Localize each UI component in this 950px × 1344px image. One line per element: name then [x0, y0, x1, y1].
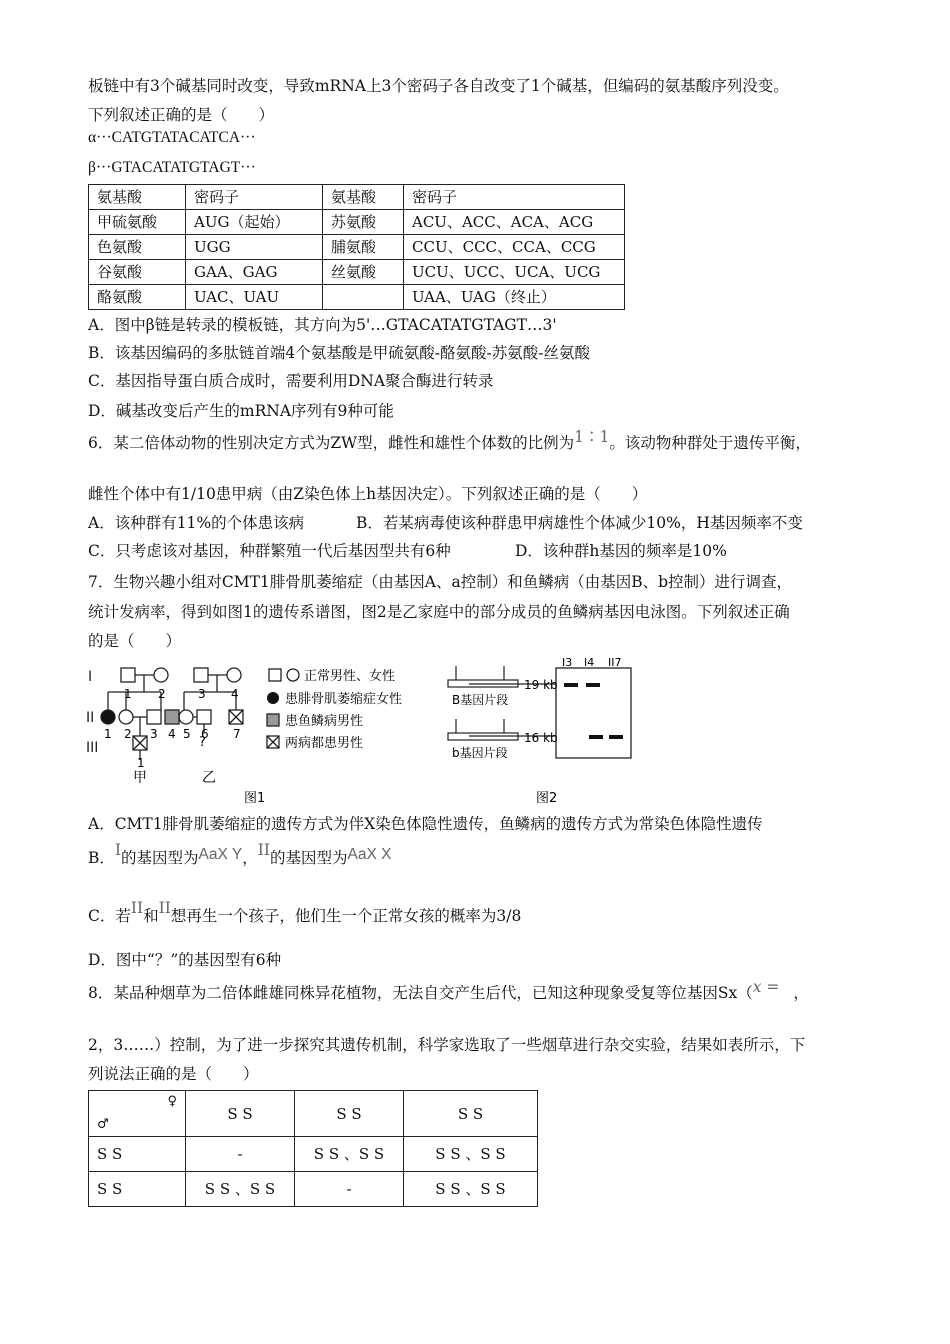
table-cell: 丝氨酸: [323, 260, 404, 285]
legend-label: 患鱼鳞病男性: [285, 714, 364, 729]
q7-text: 的基因型为: [121, 849, 199, 867]
gel-band: [564, 683, 578, 687]
table-header-cell: 密码子: [404, 185, 625, 210]
individual-label: II: [257, 841, 270, 859]
ratio-formula: 1∶1: [574, 428, 610, 446]
table-cell: UCU、UCC、UCA、UCG: [404, 260, 625, 285]
gel-lane-header: I4: [584, 656, 595, 669]
table-row: [89, 1172, 538, 1207]
fragment-label: b基因片段: [452, 746, 508, 760]
ind-number: 5: [183, 727, 191, 741]
table-cell: 色氨酸: [89, 235, 186, 260]
q7-text: ，: [242, 849, 258, 867]
q8-stem-line1: [88, 978, 809, 1003]
ind-number: 1: [137, 756, 145, 770]
q5-stem-line1: 板链中有3个碱基同时改变，导致mRNA上3个密码子各自改变了1个碱基，但编码的氨基酸序列没变。: [88, 77, 789, 95]
table-cell: UGG: [186, 235, 323, 260]
table-cell: 苏氨酸: [323, 210, 404, 235]
pedigree-figure: [86, 656, 646, 806]
fragment-label: B基因片段: [452, 693, 509, 707]
table-cell: 酪氨酸: [89, 285, 186, 310]
table-header-cell: 氨基酸: [89, 185, 186, 210]
q6-option-b: B．若某病毒使该种群患甲病雄性个体减少10%，H基因频率不变: [356, 514, 803, 532]
q8-stem-line2: 2，3……）控制，为了进一步探究其遗传机制，科学家选取了一些烟草进行杂交实验，结果如表所示，下: [88, 1036, 806, 1054]
gen-label: II: [86, 710, 95, 726]
individual-label: II: [158, 899, 171, 917]
family-label: 甲: [133, 770, 147, 786]
q5-option-c: C．基因指导蛋白质合成时，需要利用DNA聚合酶进行转录: [88, 372, 494, 390]
gel-band: [609, 735, 623, 739]
ind-number: 4: [231, 687, 239, 701]
table-cell: [323, 285, 404, 310]
individual-label: II: [130, 899, 144, 917]
ind-number: 2: [158, 687, 166, 701]
table-header-row: [89, 185, 625, 210]
female-icon: ♀: [167, 1094, 177, 1109]
table-header-cell: 密码子: [186, 185, 323, 210]
legend-label: 正常男性、女性: [304, 669, 396, 684]
q7-text: C．若: [88, 907, 131, 925]
q7-stem-line2: 统计发病率，得到如图1的遗传系谱图，图2是乙家庭中的部分成员的鱼鳞病基因电泳图。下列叙述正确: [88, 603, 790, 621]
male-symbol: [197, 710, 211, 724]
genotype-formula: AaX Y: [198, 846, 243, 863]
cross-table: [88, 1090, 538, 1207]
q7-option-b: [88, 841, 392, 869]
ind-number: 3: [198, 687, 206, 701]
female-symbol: [179, 710, 193, 724]
codon-table: [88, 184, 625, 310]
q6-option-a: A．该种群有11%的个体患该病: [88, 514, 305, 532]
q5-option-b: B．该基因编码的多肽链首端4个氨基酸是甲硫氨酸-酪氨酸-苏氨酸-丝氨酸: [88, 344, 590, 362]
table-cell: 谷氨酸: [89, 260, 186, 285]
ind-number: 1: [104, 727, 112, 741]
q7-stem-line1: 7．生物兴趣小组对CMT1腓骨肌萎缩症（由基因A、a控制）和鱼鳞病（由基因B、b控制）进行调查，: [88, 573, 793, 591]
family-label: 乙: [202, 770, 216, 786]
table-cell: ACU、ACC、ACA、ACG: [404, 210, 625, 235]
figure-caption: 图1: [244, 791, 266, 806]
ind-number: 1: [124, 687, 132, 701]
female-symbol: [119, 710, 133, 724]
table-cell: -: [295, 1172, 404, 1207]
affected-female-symbol: [101, 710, 115, 724]
band-size-label: 19 kb: [524, 678, 558, 692]
option-letter: B．: [88, 849, 115, 867]
gen-label: I: [88, 669, 93, 685]
q5-option-d: D．碱基改变后产生的mRNA序列有9种可能: [88, 402, 394, 420]
q7-option-d: D．图中“？”的基因型有6种: [88, 951, 282, 969]
table-cell: CCU、CCC、CCA、CCG: [404, 235, 625, 260]
table-cell: UAA、UAG（终止）: [404, 285, 625, 310]
table-cell: AUG（起始）: [186, 210, 323, 235]
table-row-label: S S: [89, 1137, 186, 1172]
table-cell: 脯氨酸: [323, 235, 404, 260]
q6-stem-text: 。该动物种群处于遗传平衡，: [609, 434, 811, 452]
q8-text: 8．某品种烟草为二倍体雌雄同株异花植物，无法自交产生后代，已知这种现象受复等位基因Sx（: [88, 984, 753, 1002]
table-cell: S S 、S S: [404, 1137, 538, 1172]
male-icon: ♂: [97, 1117, 109, 1132]
table-cell: GAA、GAG: [186, 260, 323, 285]
gel-frame: [556, 668, 631, 758]
gel-lane-header: I3: [562, 656, 573, 669]
table-header-cell: S S: [295, 1091, 404, 1137]
male-symbol: [121, 668, 135, 682]
q7-option-a: A．CMT1腓骨肌萎缩症的遗传方式为伴X染色体隐性遗传，鱼鳞病的遗传方式为常染色体隐性遗传: [88, 815, 763, 833]
figure-caption: 图2: [536, 791, 558, 806]
female-symbol: [227, 668, 241, 682]
table-cell: 甲硫氨酸: [89, 210, 186, 235]
gel-band: [589, 735, 603, 739]
gel-band: [586, 683, 600, 687]
alpha-strand: α···CATGTATACATCA···: [88, 129, 256, 146]
ind-number: 3: [150, 727, 158, 741]
beta-strand: β···GTACATATGTAGT···: [88, 159, 256, 176]
q6-option-d: D．该种群h基因的频率是10%: [515, 542, 727, 560]
q7-stem-line3: 的是（ ）: [88, 632, 182, 650]
q7-option-c: [88, 899, 522, 926]
male-symbol: [147, 710, 161, 724]
x-formula: x =: [752, 978, 780, 996]
legend-label: 两病都患男性: [285, 736, 364, 751]
q7-text: 和: [143, 907, 159, 925]
male-symbol: [194, 668, 208, 682]
table-row: [89, 1137, 538, 1172]
legend-label: 患腓骨肌萎缩症女性: [285, 692, 403, 707]
table-cell: -: [186, 1137, 295, 1172]
gen-label: III: [86, 740, 99, 756]
table-cell: UAC、UAU: [186, 285, 323, 310]
question-mark: ?: [199, 735, 206, 750]
q8-text: ，: [793, 984, 809, 1002]
table-row: [89, 260, 625, 285]
table-cell: S S 、S S: [186, 1172, 295, 1207]
q7-text: 的基因型为: [269, 849, 348, 867]
table-header-row: [89, 1091, 538, 1137]
band-size-label: 16 kb: [524, 731, 558, 745]
table-header-cell: 氨基酸: [323, 185, 404, 210]
table-cell: S S 、S S: [404, 1172, 538, 1207]
genotype-formula: AaX X: [347, 846, 392, 863]
q6-stem-line1: [88, 428, 811, 453]
fish-scale-male-symbol: [165, 710, 179, 724]
ind-number: 4: [168, 727, 176, 741]
ind-number: 7: [233, 727, 241, 741]
q6-option-c: C．只考虑该对基因，种群繁殖一代后基因型共有6种: [88, 542, 451, 560]
q6-stem-line2: 雌性个体中有1/10患甲病（由Z染色体上h基因决定）。下列叙述正确的是（ ）: [88, 485, 648, 503]
table-row-label: S S: [89, 1172, 186, 1207]
table-corner-cell: [89, 1091, 186, 1137]
q8-stem-line3: 列说法正确的是（ ）: [88, 1065, 259, 1083]
q5-stem-line2: 下列叙述正确的是（ ）: [88, 106, 275, 124]
q6-stem-text: 6．某二倍体动物的性别决定方式为ZW型，雌性和雄性个体数的比例为: [88, 434, 575, 452]
table-row: [89, 285, 625, 310]
gel-lane-header: II7: [608, 656, 622, 669]
table-row: [89, 235, 625, 260]
ind-number: 2: [124, 727, 132, 741]
q7-text: 想再生一个孩子，他们生一个正常女孩的概率为3/8: [170, 907, 522, 925]
female-symbol: [154, 668, 168, 682]
table-header-cell: S S: [404, 1091, 538, 1137]
table-cell: S S 、S S: [295, 1137, 404, 1172]
q5-option-a: A．图中β链是转录的模板链，其方向为5'…GTACATATGTAGT…3': [88, 316, 557, 334]
table-header-cell: S S: [186, 1091, 295, 1137]
individual-label: I: [114, 841, 122, 859]
table-row: [89, 210, 625, 235]
ind-number: 6: [201, 727, 209, 741]
